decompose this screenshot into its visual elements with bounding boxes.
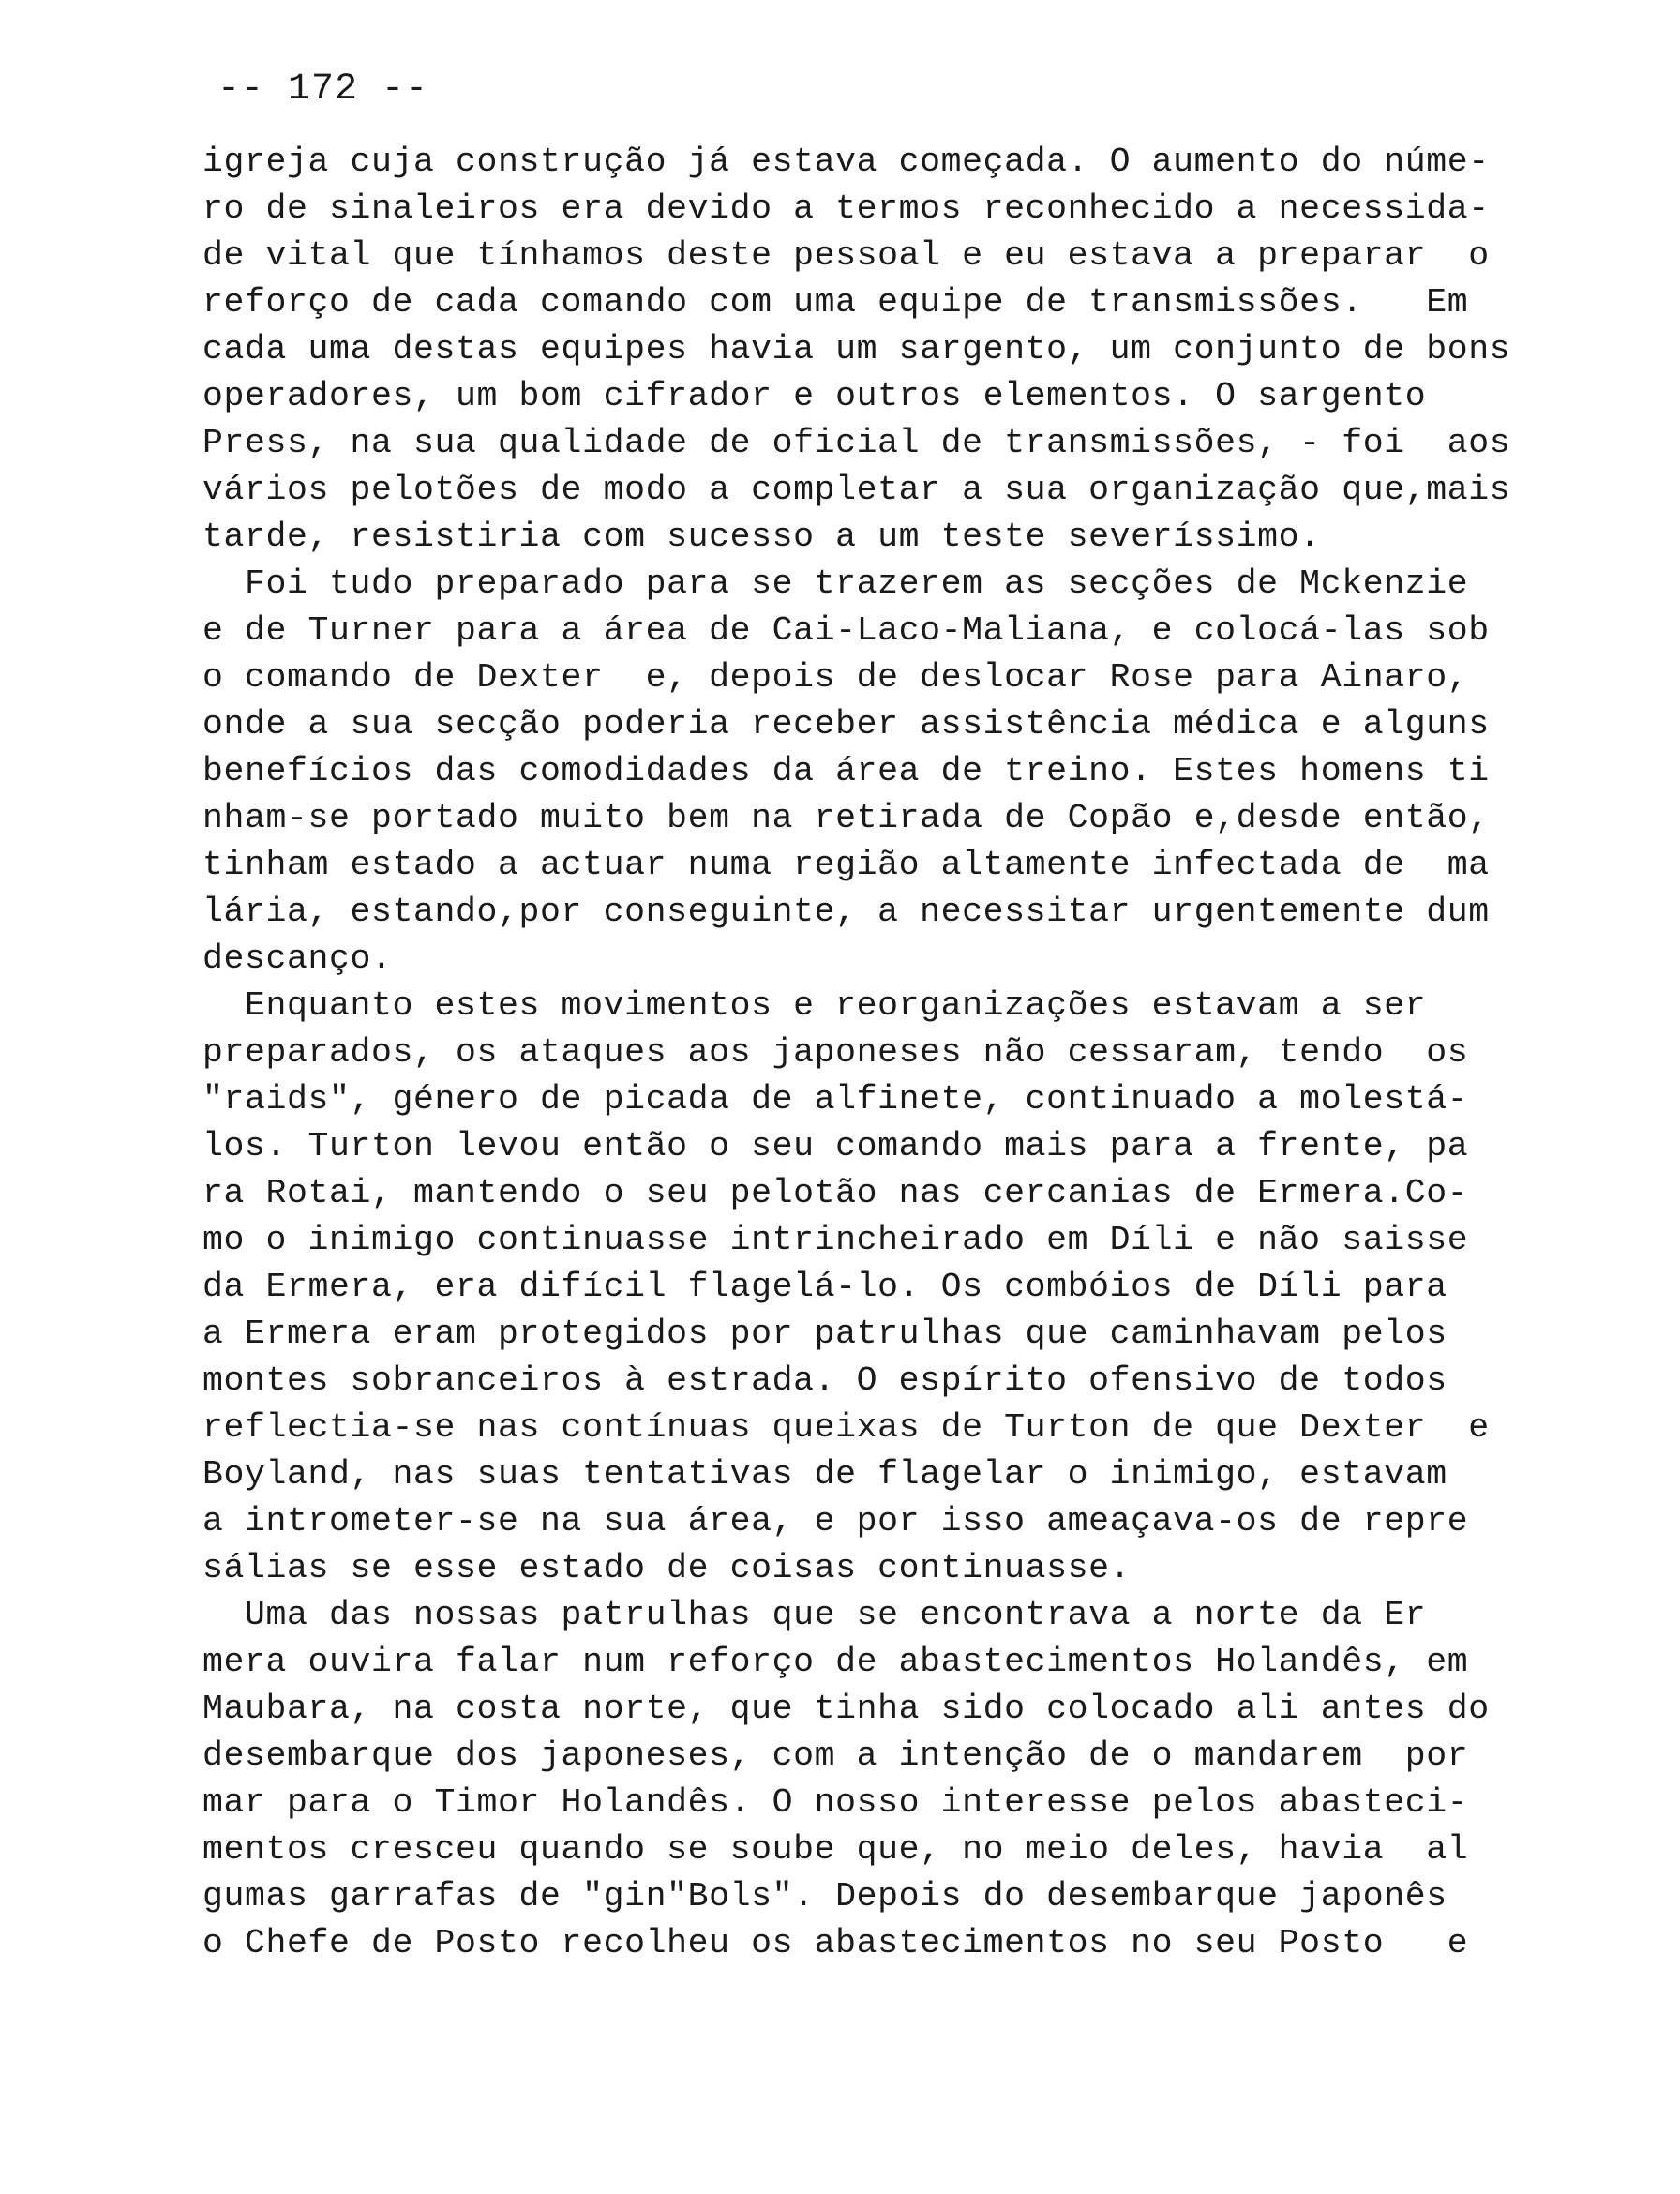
- text-line-26: a Ermera eram protegidos por patrulhas que caminhavam pelos: [202, 1315, 1448, 1353]
- text-line-19: Enquanto estes movimentos e reorganizações estavam a ser: [202, 986, 1427, 1025]
- text-line-21: "raids", género de picada de alfinete, continuado a molestá-: [202, 1080, 1469, 1119]
- page-number: -- 172 --: [218, 68, 429, 111]
- text-line-33: mera ouvira falar num reforço de abastecimentos Holandês, em: [202, 1643, 1469, 1681]
- text-line-03: de vital que tínhamos deste pessoal e eu estava a preparar o: [202, 236, 1490, 275]
- text-line-04: reforço de cada comando com uma equipe de transmissões. Em: [202, 283, 1469, 322]
- text-line-07: Press, na sua qualidade de oficial de transmissões, - foi aos: [202, 424, 1511, 462]
- text-line-18: descanço.: [202, 939, 393, 978]
- text-line-27: montes sobranceiros à estrada. O espírito ofensivo de todos: [202, 1361, 1448, 1400]
- text-line-38: gumas garrafas de "gin"Bols". Depois do desembarque japonês: [202, 1877, 1448, 1916]
- text-line-34: Maubara, na costa norte, que tinha sido colocado ali antes do: [202, 1690, 1490, 1728]
- text-line-12: o comando de Dexter e, depois de deslocar Rose para Ainaro,: [202, 658, 1469, 697]
- text-line-35: desembarque dos japoneses, com a intenção de o mandarem por: [202, 1736, 1469, 1775]
- text-line-22: los. Turton levou então o seu comando mais para a frente, pa: [202, 1127, 1469, 1165]
- text-line-16: tinham estado a actuar numa região altamente infectada de ma: [202, 846, 1490, 884]
- text-line-39: o Chefe de Posto recolheu os abastecimentos no seu Posto e: [202, 1924, 1469, 1962]
- text-line-06: operadores, um bom cifrador e outros elementos. O sargento: [202, 377, 1427, 415]
- text-line-14: benefícios das comodidades da área de treino. Estes homens ti: [202, 752, 1490, 790]
- text-line-02: ro de sinaleiros era devido a termos reconhecido a necessida-: [202, 189, 1490, 228]
- text-line-08: vários pelotões de modo a completar a sua organização que,mais: [202, 471, 1511, 509]
- text-line-29: Boyland, nas suas tentativas de flagelar o inimigo, estavam: [202, 1455, 1448, 1494]
- text-line-11: e de Turner para a área de Cai-Laco-Maliana, e colocá-las sob: [202, 611, 1490, 650]
- text-line-30: a intrometer-se na sua área, e por isso ameaçava-os de repre: [202, 1502, 1469, 1540]
- text-line-31: sálias se esse estado de coisas continuasse.: [202, 1549, 1132, 1587]
- body-text: [202, 139, 1646, 1967]
- text-line-23: ra Rotai, mantendo o seu pelotão nas cercanias de Ermera.Co-: [202, 1174, 1469, 1212]
- text-line-37: mentos cresceu quando se soube que, no meio deles, havia al: [202, 1830, 1469, 1869]
- text-line-36: mar para o Timor Holandês. O nosso interesse pelos abasteci-: [202, 1783, 1469, 1822]
- text-line-13: onde a sua secção poderia receber assistência médica e alguns: [202, 705, 1490, 744]
- text-line-09: tarde, resistiria com sucesso a um teste severíssimo.: [202, 518, 1321, 556]
- text-line-15: nham-se portado muito bem na retirada de Copão e,desde então,: [202, 799, 1490, 837]
- text-line-25: da Ermera, era difícil flagelá-lo. Os combóios de Díli para: [202, 1268, 1448, 1306]
- text-line-20: preparados, os ataques aos japoneses não cessaram, tendo os: [202, 1033, 1469, 1072]
- text-line-10: Foi tudo preparado para se trazerem as secções de Mckenzie: [202, 564, 1469, 603]
- text-line-05: cada uma destas equipes havia um sargento, um conjunto de bons: [202, 330, 1511, 368]
- text-line-28: reflectia-se nas contínuas queixas de Turton de que Dexter e: [202, 1408, 1490, 1447]
- text-line-32: Uma das nossas patrulhas que se encontrava a norte da Er: [202, 1596, 1427, 1634]
- text-line-17: lária, estando,por conseguinte, a necessitar urgentemente dum: [202, 893, 1490, 931]
- text-line-01: igreja cuja construção já estava começada. O aumento do núme-: [202, 143, 1490, 181]
- text-line-24: mo o inimigo continuasse intrincheirado em Díli e não saisse: [202, 1221, 1469, 1259]
